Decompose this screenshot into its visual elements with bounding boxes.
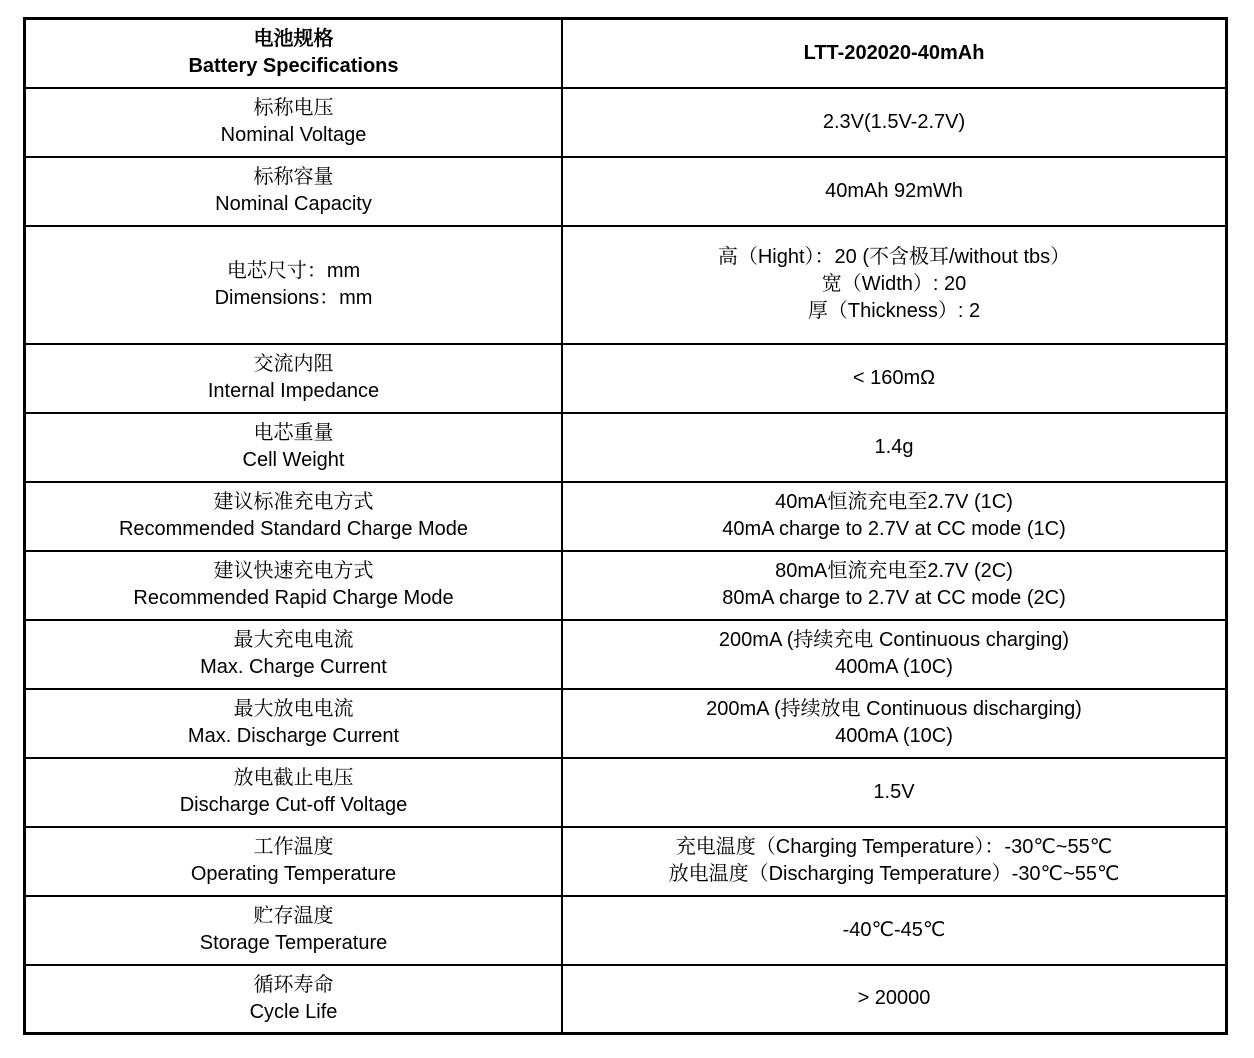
spec-value-cell bbox=[562, 482, 1227, 551]
spec-row bbox=[25, 226, 1227, 344]
spec-row bbox=[25, 551, 1227, 620]
spec-value-line: > 20000 bbox=[857, 987, 931, 1010]
spec-value-line: 400mA (10C) bbox=[835, 656, 953, 678]
spec-value-cell bbox=[562, 344, 1227, 413]
spec-label-cell bbox=[25, 758, 563, 827]
spec-value-line: 200mA (持续放电 Continuous discharging) bbox=[706, 698, 1082, 720]
spec-label-cell bbox=[25, 482, 563, 551]
spec-label-en: Internal Impedance bbox=[207, 380, 380, 402]
battery-spec-table bbox=[23, 17, 1228, 1035]
spec-label-en: Cell Weight bbox=[242, 449, 345, 471]
spec-value-cell bbox=[562, 689, 1227, 758]
spec-row bbox=[25, 689, 1227, 758]
spec-value-cell bbox=[562, 620, 1227, 689]
spec-label-cn: 电芯尺寸：mm bbox=[226, 259, 361, 282]
spec-label-en: Recommended Standard Charge Mode bbox=[118, 518, 469, 540]
spec-label-en: Max. Charge Current bbox=[200, 656, 387, 678]
spec-row bbox=[25, 88, 1227, 157]
spec-row bbox=[25, 413, 1227, 482]
header-row bbox=[25, 19, 1227, 88]
spec-label-cn: 放电截止电压 bbox=[233, 767, 354, 789]
spec-table-body bbox=[25, 19, 1227, 1034]
spec-label-en: Discharge Cut-off Voltage bbox=[179, 794, 408, 816]
spec-label-cell bbox=[25, 88, 563, 157]
spec-value-line: 80mA charge to 2.7V at CC mode (2C) bbox=[722, 587, 1066, 609]
spec-value-cell bbox=[562, 758, 1227, 827]
spec-row bbox=[25, 965, 1227, 1034]
spec-label-cn: 建议标准充电方式 bbox=[213, 491, 374, 513]
spec-label-cn: 工作温度 bbox=[253, 836, 334, 858]
spec-row bbox=[25, 620, 1227, 689]
spec-label-cell bbox=[25, 620, 563, 689]
spec-row bbox=[25, 157, 1227, 226]
spec-label-cn: 交流内阻 bbox=[253, 353, 334, 375]
spec-value-line: 厚（Thickness）: 2 bbox=[807, 300, 981, 322]
spec-value-cell bbox=[562, 965, 1227, 1034]
spec-value-line: 40mA charge to 2.7V at CC mode (1C) bbox=[722, 518, 1066, 540]
spec-row bbox=[25, 896, 1227, 965]
spec-row bbox=[25, 827, 1227, 896]
spec-value-line: 1.5V bbox=[873, 780, 915, 803]
spec-row bbox=[25, 344, 1227, 413]
header-label-en: Battery Specifications bbox=[188, 55, 399, 78]
spec-label-cell bbox=[25, 413, 563, 482]
spec-value-line: 200mA (持续充电 Continuous charging) bbox=[718, 629, 1070, 651]
spec-label-en: Dimensions：mm bbox=[214, 286, 373, 309]
spec-value-line: -40℃-45℃ bbox=[842, 918, 946, 941]
spec-label-en: Cycle Life bbox=[249, 1000, 338, 1023]
spec-label-cell bbox=[25, 965, 563, 1034]
header-model: LTT-202020-40mAh bbox=[803, 41, 985, 64]
spec-value-line: 充电温度（Charging Temperature）：-30℃~55℃ bbox=[675, 836, 1113, 858]
spec-label-cell bbox=[25, 157, 563, 226]
spec-label-en: Nominal Capacity bbox=[215, 193, 372, 215]
header-model-cell bbox=[562, 19, 1227, 88]
spec-label-cn: 循环寿命 bbox=[253, 973, 334, 996]
spec-label-cn: 最大充电电流 bbox=[233, 629, 354, 651]
spec-value-line: 40mA恒流充电至2.7V (1C) bbox=[775, 491, 1013, 513]
spec-label-cell bbox=[25, 896, 563, 965]
spec-label-en: Operating Temperature bbox=[190, 863, 397, 885]
spec-value-line: 2.3V(1.5V-2.7V) bbox=[822, 110, 966, 133]
spec-value-line: 400mA (10C) bbox=[835, 725, 953, 747]
spec-label-en: Storage Temperature bbox=[199, 932, 388, 954]
spec-value-cell bbox=[562, 226, 1227, 344]
spec-value-cell bbox=[562, 88, 1227, 157]
spec-label-cell bbox=[25, 827, 563, 896]
spec-value-line: 80mA恒流充电至2.7V (2C) bbox=[775, 560, 1013, 582]
spec-label-cell bbox=[25, 344, 563, 413]
spec-label-cell bbox=[25, 226, 563, 344]
spec-label-cn: 最大放电电流 bbox=[233, 698, 354, 720]
spec-label-en: Recommended Rapid Charge Mode bbox=[133, 587, 454, 609]
spec-value-cell bbox=[562, 413, 1227, 482]
spec-label-en: Nominal Voltage bbox=[220, 124, 367, 146]
header-label-cell bbox=[25, 19, 563, 88]
spec-value-line: 高（Hight）：20 (不含极耳/without tbs） bbox=[717, 246, 1071, 268]
header-label-cn: 电池规格 bbox=[253, 28, 334, 51]
spec-value-line: 宽（Width）: 20 bbox=[821, 273, 967, 295]
spec-value-cell bbox=[562, 157, 1227, 226]
spec-value-cell bbox=[562, 896, 1227, 965]
spec-label-cn: 电芯重量 bbox=[253, 422, 334, 444]
spec-label-cn: 贮存温度 bbox=[253, 905, 334, 927]
spec-value-cell bbox=[562, 827, 1227, 896]
spec-label-cell bbox=[25, 689, 563, 758]
spec-label-cn: 标称电压 bbox=[253, 97, 334, 119]
spec-label-en: Max. Discharge Current bbox=[187, 725, 400, 747]
spec-row bbox=[25, 758, 1227, 827]
spec-value-line: 1.4g bbox=[874, 435, 914, 458]
spec-value-line: < 160mΩ bbox=[852, 366, 936, 389]
spec-row bbox=[25, 482, 1227, 551]
spec-label-cn: 标称容量 bbox=[253, 166, 334, 188]
spec-label-cn: 建议快速充电方式 bbox=[213, 560, 374, 582]
spec-value-line: 放电温度（Discharging Temperature）-30℃~55℃ bbox=[668, 863, 1120, 885]
spec-label-cell bbox=[25, 551, 563, 620]
spec-value-line: 40mAh 92mWh bbox=[825, 179, 963, 202]
spec-value-cell bbox=[562, 551, 1227, 620]
